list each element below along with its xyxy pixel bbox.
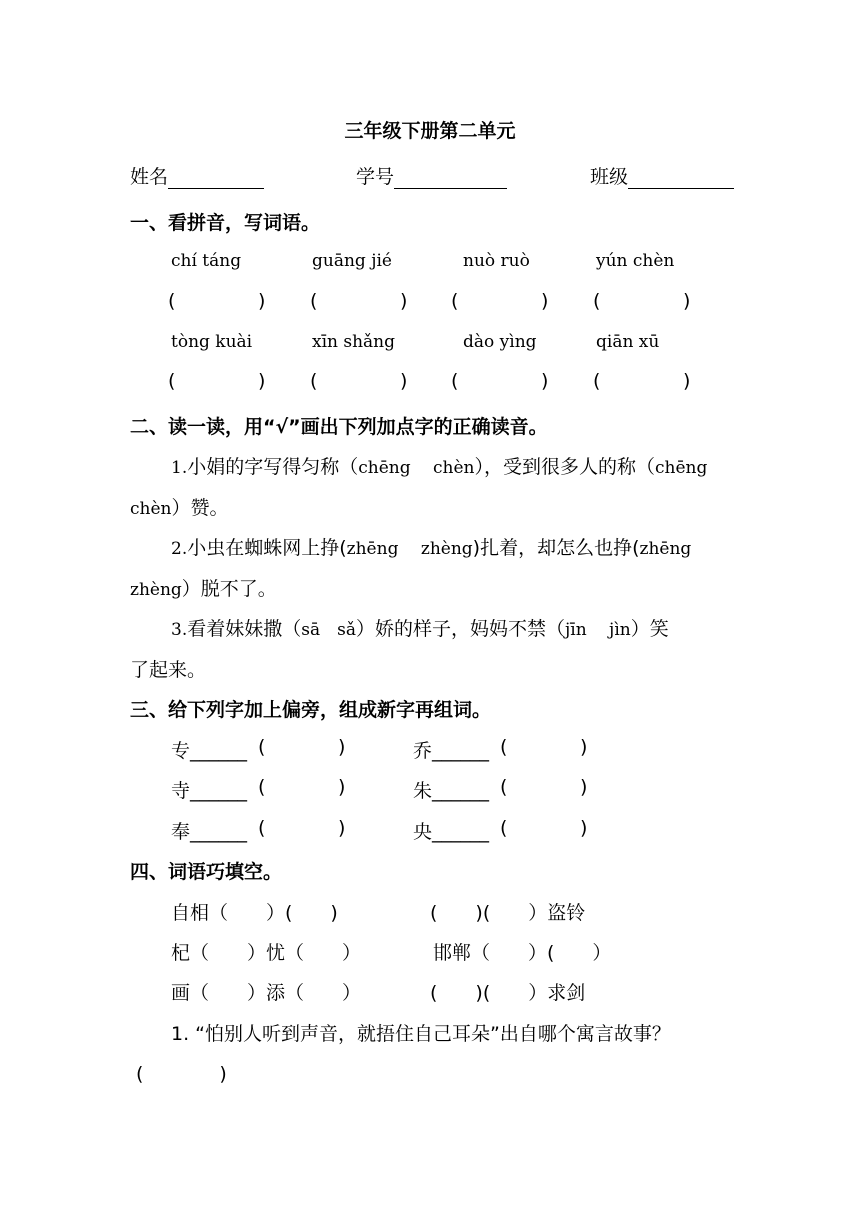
answer-paren-close: ) [338, 776, 346, 798]
pinyin-item: chí táng [171, 251, 242, 271]
reading-question-2 [171, 533, 691, 560]
radical-item [171, 736, 247, 763]
answer-paren-close: ) [258, 290, 266, 312]
question-text: ）脱不了。 [181, 578, 277, 600]
question-number: 3. [171, 620, 188, 640]
radical-item [413, 817, 489, 844]
answer-paren-open: ( [593, 370, 601, 392]
answer-paren-close: ) [580, 776, 588, 798]
radical-item [413, 776, 489, 803]
pinyin-choice[interactable]: zhēng zhèng [346, 539, 473, 559]
answer-paren-close: ) [683, 290, 691, 312]
number-underline[interactable] [394, 168, 507, 189]
answer-paren-open: ( [500, 736, 508, 758]
class-underline[interactable] [628, 168, 734, 189]
student-number-field[interactable] [356, 162, 507, 189]
radical-char: 朱 [413, 780, 433, 802]
reading-question-2-cont [130, 574, 277, 601]
idiom-fill-item[interactable]: 杞（ ）忧（ ） [171, 942, 362, 964]
answer-paren-close: ) [683, 370, 691, 392]
radical-char: 乔 [413, 740, 433, 762]
pinyin-choice[interactable]: chēng [655, 458, 708, 478]
reading-question-1 [171, 452, 707, 479]
number-label: 学号 [356, 166, 395, 188]
idiom-fill-item[interactable]: 自相（ ）( ) [171, 902, 338, 924]
idiom-fill-item[interactable]: ( )( ）盗铃 [430, 902, 586, 924]
radical-char: 央 [413, 821, 433, 843]
pinyin-item: qiān xū [596, 332, 660, 352]
reading-question-3 [171, 614, 669, 641]
question-text: 小娟的字写得匀称（ [187, 456, 359, 478]
pinyin-item: guāng jié [312, 251, 392, 271]
question-text: ）赞。 [171, 497, 229, 519]
answer-paren-open: ( [258, 776, 266, 798]
answer-paren-open: ( [258, 736, 266, 758]
radical-blank[interactable]: ______ [432, 780, 490, 802]
question-text: 小虫在蜘蛛网上挣( [187, 537, 347, 559]
answer-paren-close: ) [400, 370, 408, 392]
class-field[interactable] [590, 162, 734, 189]
fable-answer-blank[interactable]: ( ) [136, 1063, 227, 1085]
pinyin-choice[interactable]: zhèng [130, 580, 182, 600]
answer-paren-close: ) [338, 736, 346, 758]
reading-question-1-cont [130, 493, 229, 520]
name-label: 姓名 [130, 166, 169, 188]
pinyin-choice[interactable]: chēng chèn [358, 458, 475, 478]
pinyin-choice[interactable]: jīn jìn [564, 620, 631, 640]
pinyin-item: yún chèn [596, 251, 675, 271]
pinyin-choice[interactable]: chèn [130, 499, 172, 519]
answer-paren-close: ) [580, 817, 588, 839]
radical-blank[interactable]: ______ [432, 821, 490, 843]
pinyin-item: xīn shǎng [312, 332, 396, 352]
answer-paren-close: ) [580, 736, 588, 758]
question-text: ）笑 [630, 618, 669, 640]
answer-paren-open: ( [258, 817, 266, 839]
answer-paren-open: ( [451, 370, 459, 392]
section-2-heading: 二、读一读，用“√”画出下列加点字的正确读音。 [130, 416, 548, 438]
radical-char: 专 [171, 740, 191, 762]
radical-char: 奉 [171, 821, 191, 843]
radical-item [413, 736, 489, 763]
idiom-fill-item[interactable]: ( )( ）求剑 [430, 982, 586, 1004]
answer-paren-open: ( [168, 290, 176, 312]
pinyin-choice[interactable]: zhēng [639, 539, 692, 559]
answer-paren-close: ) [400, 290, 408, 312]
radical-blank[interactable]: ______ [190, 740, 248, 762]
section-3-heading: 三、给下列字加上偏旁，组成新字再组词。 [130, 699, 492, 721]
name-field[interactable] [130, 162, 264, 189]
name-underline[interactable] [168, 168, 264, 189]
section-1-heading: 一、看拼音，写词语。 [130, 212, 321, 234]
question-number: 1. [171, 458, 188, 478]
radical-blank[interactable]: ______ [190, 821, 248, 843]
radical-char: 寺 [171, 780, 191, 802]
answer-paren-open: ( [168, 370, 176, 392]
radical-blank[interactable]: ______ [432, 740, 490, 762]
class-label: 班级 [590, 166, 629, 188]
idiom-fill-item[interactable]: 邯郸（ ）( ） [433, 942, 612, 964]
answer-paren-open: ( [310, 290, 318, 312]
fable-question: 1. “怕别人听到声音，就捂住自己耳朵”出自哪个寓言故事？ [171, 1023, 671, 1045]
pinyin-item: dào yìng [463, 332, 537, 352]
question-text: )扎着，却怎么也挣( [472, 537, 640, 559]
pinyin-item: nuò ruò [463, 251, 530, 271]
radical-item [171, 817, 247, 844]
answer-paren-open: ( [500, 776, 508, 798]
answer-paren-open: ( [451, 290, 459, 312]
reading-question-3-cont: 了起来。 [130, 659, 207, 681]
page-title: 三年级下册第二单元 [344, 120, 516, 142]
pinyin-item: tòng kuài [171, 332, 253, 352]
answer-paren-open: ( [500, 817, 508, 839]
question-text: ）娇的样子，妈妈不禁（ [355, 618, 565, 640]
answer-paren-close: ) [541, 370, 549, 392]
question-text: ），受到很多人的称（ [474, 456, 656, 478]
section-4-heading: 四、词语巧填空。 [130, 861, 283, 883]
answer-paren-close: ) [541, 290, 549, 312]
pinyin-choice[interactable]: sā sǎ [301, 620, 356, 640]
radical-item [171, 776, 247, 803]
answer-paren-close: ) [338, 817, 346, 839]
question-text: 看着妹妹撒（ [187, 618, 302, 640]
radical-blank[interactable]: ______ [190, 780, 248, 802]
question-number: 2. [171, 539, 188, 559]
answer-paren-open: ( [593, 290, 601, 312]
answer-paren-open: ( [310, 370, 318, 392]
answer-paren-close: ) [258, 370, 266, 392]
idiom-fill-item[interactable]: 画（ ）添（ ） [171, 982, 362, 1004]
